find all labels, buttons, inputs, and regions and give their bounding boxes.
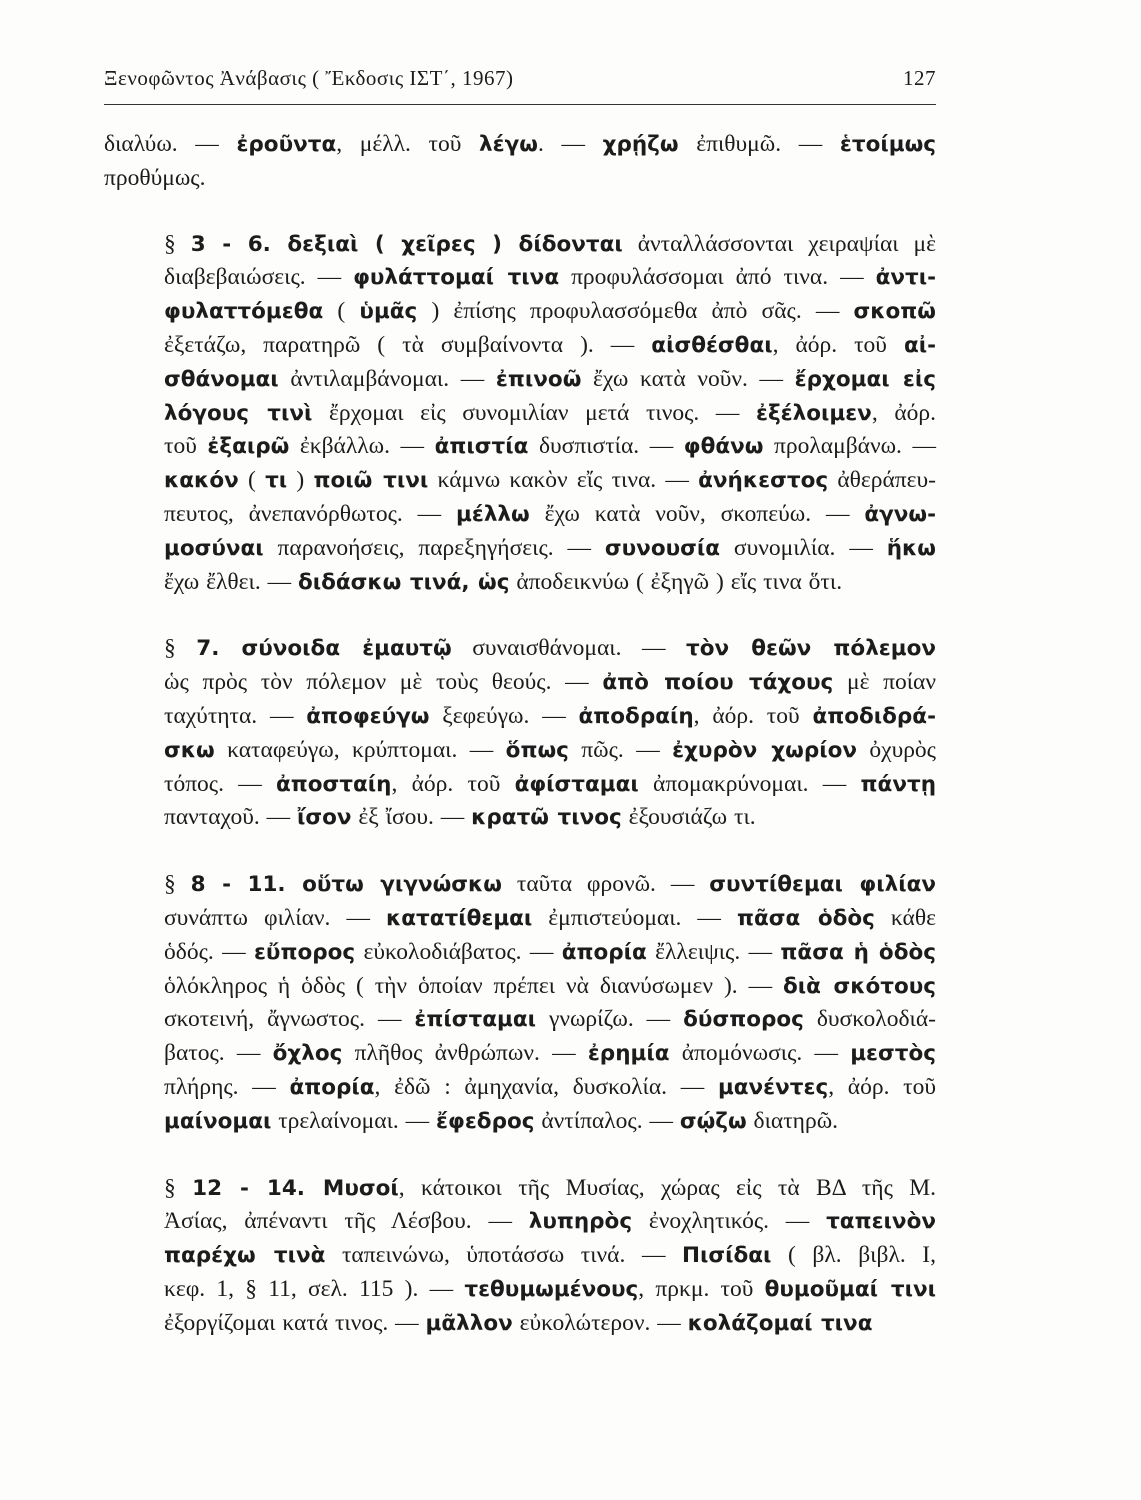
gloss-text: ἐμπιστεύομαι. —: [532, 904, 737, 931]
glossary-paragraph: [104, 868, 936, 1138]
gloss-text: §: [164, 635, 197, 662]
gloss-text: , ἐδῶ : ἀμηχανία, δυσκολία. —: [374, 1073, 718, 1100]
headword: φθάνω: [683, 434, 764, 460]
gloss-text: ταῦτα φρονῶ. —: [502, 871, 710, 898]
headword: ἐροῦντα: [236, 132, 337, 157]
headword: ὑμᾶς: [359, 299, 418, 325]
headword: ἐπίσταμαι: [414, 1007, 536, 1033]
headword: μᾶλλον: [425, 1310, 513, 1336]
headword: ἐξέλοιμεν: [756, 400, 872, 426]
gloss-text: δυσπιστία. —: [528, 433, 684, 460]
headword: λόγους τινὶ: [164, 400, 313, 426]
text-line: [104, 498, 936, 532]
gloss-text: διαβεβαιώσεις. —: [164, 264, 354, 291]
text-line: [104, 768, 936, 802]
headword: Πισίδαι: [682, 1243, 772, 1269]
glossary-paragraph: [104, 228, 936, 600]
headword: σκοπῶ: [853, 299, 936, 325]
gloss-text: ἀποδεικνύω ( ἐξηγῶ ) εἴς τινα ὅτι.: [509, 568, 843, 595]
headword: χρῄζω: [602, 132, 679, 157]
text-line: [104, 1003, 936, 1037]
headword: παρέχω τινὰ: [164, 1243, 326, 1269]
text-line: [104, 329, 936, 363]
headword: ἀφίσταμαι: [514, 771, 639, 797]
headword: συνουσία: [604, 535, 721, 561]
headword: αἰ-: [903, 332, 937, 358]
gloss-text: §: [164, 230, 191, 257]
text-line: [104, 632, 936, 666]
gloss-text: , ἀόρ. τοῦ: [391, 770, 515, 797]
headword: διδάσκω τινά, ὡς: [297, 569, 510, 595]
headword: ἀποδραίη: [578, 703, 694, 729]
headword: μεστὸς: [850, 1041, 936, 1067]
text-line: [104, 464, 936, 498]
headword: 7. σύνοιδα ἐμαυτῷ: [196, 636, 452, 662]
gloss-text: ( βλ. βιβλ. Ι,: [771, 1242, 936, 1269]
gloss-text: προλαμβάνω. —: [763, 433, 936, 460]
headword: λυπηρὸς: [528, 1209, 633, 1235]
gloss-text: συναισθάνομαι. —: [451, 635, 686, 662]
headword: ἀποδιδρά-: [812, 703, 936, 729]
gloss-text: κεφ. 1, § 11, σελ. 115 ). —: [164, 1275, 465, 1302]
glossary-paragraph: [104, 632, 936, 835]
text-line: [104, 700, 936, 734]
text-line: [104, 1205, 936, 1239]
headword: τὸν θεῶν πόλεμον: [685, 636, 936, 662]
text-line: [104, 666, 936, 700]
gloss-text: ἀνταλλάσσονται χειραψίαι μὲ: [622, 230, 936, 257]
gloss-text: , ἀόρ. τοῦ: [772, 331, 904, 358]
headword: συντίθεμαι φιλίαν: [709, 872, 937, 898]
text-line: [104, 295, 936, 329]
headword: αἰσθέσθαι: [651, 332, 773, 358]
gloss-text: ἐκβάλλω. —: [289, 433, 435, 460]
gloss-text: ) ἐπίσης προφυλασσόμεθα ἀπὸ σᾶς. —: [417, 298, 854, 325]
headword: ἀπορία: [289, 1074, 375, 1100]
gloss-text: πευτος, ἀνεπανόρθωτος. —: [164, 500, 457, 527]
running-header: [104, 66, 936, 91]
text-line: [104, 566, 936, 600]
gloss-text: , κάτοικοι τῆς Μυσίας, χώρας εἰς τὰ ΒΔ τῆς Μ.: [398, 1174, 936, 1201]
text-line: [104, 532, 936, 566]
gloss-text: ὀχυρὸς: [857, 736, 936, 763]
text-line: [104, 162, 936, 195]
gloss-text: τόπος. —: [164, 770, 276, 797]
gloss-text: πλῆθος ἀνθρώπων. —: [342, 1040, 588, 1067]
text-line: [104, 868, 936, 902]
headword: ἐπινοῶ: [495, 366, 582, 392]
glossary-paragraph: [104, 128, 936, 195]
header-rule: [104, 104, 936, 105]
headword: εὔπορος: [253, 939, 356, 965]
headword: πᾶσα ἡ ὁδὸς: [780, 939, 936, 965]
text-line: [104, 801, 936, 835]
text-line: [104, 261, 936, 295]
glossary-body: [104, 128, 936, 1341]
gloss-text: ταχύτητα. —: [164, 702, 307, 729]
gloss-text: ὁδός. —: [164, 938, 254, 965]
gloss-text: προφυλάσσομαι ἀπό τινα. —: [559, 264, 876, 291]
text-line: [104, 1037, 936, 1071]
text-line: [104, 970, 936, 1004]
gloss-text: εὐκολώτερον. —: [512, 1309, 688, 1336]
headword: ἑτοίμως: [839, 132, 937, 157]
gloss-text: ἀθεράπευ-: [828, 467, 937, 494]
gloss-text: ἔρχομαι εἰς συνομιλίαν μετά τινος. —: [312, 399, 756, 426]
headword: κακόν: [164, 468, 239, 494]
gloss-text: (: [238, 467, 266, 494]
gloss-text: §: [164, 1174, 193, 1201]
gloss-text: γνωρίζω. —: [535, 1006, 684, 1033]
headword: φυλάττομαί τινα: [353, 265, 560, 291]
text-line: [104, 1172, 936, 1206]
gloss-text: , ἀόρ. τοῦ: [693, 702, 813, 729]
text-line: [104, 902, 936, 936]
headword: ἐξαιρῶ: [207, 434, 290, 460]
gloss-text: , μέλλ. τοῦ: [336, 131, 480, 157]
headword: μαίνομαι: [164, 1108, 272, 1134]
gloss-text: ἀντιλαμβάνομαι. —: [278, 365, 496, 392]
headword: μανέντες: [717, 1074, 829, 1100]
headword: σθάνομαι: [164, 366, 279, 392]
text-line: [104, 128, 936, 162]
headword: 8 - 11. οὕτω γιγνώσκω: [190, 872, 502, 898]
page-number: 127: [903, 66, 936, 90]
gloss-text: ἐξοργίζομαι κατά τινος. —: [164, 1309, 426, 1336]
headword: κρατῶ τινος: [471, 805, 622, 831]
text-line: [104, 1071, 936, 1105]
gloss-text: μὲ ποίαν: [833, 669, 936, 696]
headword: ἀγνω-: [864, 501, 936, 527]
headword: σῴζω: [679, 1108, 747, 1134]
headword: ἔρχομαι εἰς: [794, 366, 936, 392]
headword: δύσπορος: [683, 1007, 804, 1033]
gloss-text: ): [287, 467, 314, 494]
gloss-text: ὡς πρὸς τὸν πόλεμον μὲ τοὺς θεούς. —: [164, 669, 603, 696]
gloss-text: ἐξ ἴσου. —: [351, 804, 472, 831]
gloss-text: ἀπομακρύνομαι. —: [638, 770, 861, 797]
gloss-text: καταφεύγω, κρύπτομαι. —: [214, 736, 506, 763]
headword: διὰ σκότους: [783, 973, 936, 999]
headword: ἐχυρὸν χωρίον: [672, 737, 857, 763]
gloss-text: πλήρης. —: [164, 1073, 290, 1100]
headword: ἀπὸ ποίου τάχους: [602, 670, 834, 696]
headword: τι: [265, 468, 288, 494]
gloss-text: συνάπτω φιλίαν. —: [164, 904, 386, 931]
gloss-text: κάθε: [874, 904, 936, 931]
gloss-text: , ἀόρ.: [871, 399, 936, 426]
headword: ἀποφεύγω: [306, 703, 430, 729]
headword: μέλλω: [456, 501, 530, 527]
headword: ὄχλος: [272, 1041, 343, 1067]
headword: ὅπως: [505, 737, 569, 763]
headword: φυλαττόμεθα: [164, 299, 324, 325]
gloss-text: ἔχω κατὰ νοῦν, σκοπεύω. —: [529, 500, 865, 527]
gloss-text: ἀντίπαλος. —: [534, 1107, 680, 1134]
headword: ἀνήκεστος: [698, 468, 829, 494]
gloss-text: παρανοήσεις, παρεξηγήσεις. —: [263, 534, 605, 561]
gloss-text: ταπεινώνω, ὑποτάσσω τινά. —: [325, 1242, 683, 1269]
text-line: [104, 363, 936, 397]
gloss-text: πανταχοῦ. —: [164, 804, 297, 831]
gloss-text: ἐπιθυμῶ. —: [678, 131, 840, 157]
gloss-text: ἔλλειψις. —: [646, 938, 781, 965]
headword: πᾶσα ὁδὸς: [736, 905, 875, 931]
gloss-text: διαλύω. —: [104, 131, 237, 157]
text-line: [104, 1239, 936, 1273]
headword: ἔφεδρος: [436, 1108, 535, 1134]
headword: ταπεινὸν: [826, 1209, 936, 1235]
gloss-text: τοῦ: [164, 433, 208, 460]
gloss-text: , πρκμ. τοῦ: [638, 1275, 765, 1302]
gloss-text: ἀπομόνωσις. —: [669, 1040, 851, 1067]
text-line: [104, 734, 936, 768]
headword: 3 - 6. δεξιαὶ ( χεῖρες ) δίδονται: [190, 231, 623, 257]
text-line: [104, 936, 936, 970]
gloss-text: δυσκολοδιά-: [803, 1006, 936, 1033]
headword: σκω: [164, 737, 215, 763]
text-line: [104, 1273, 936, 1307]
headword: κολάζομαί τινα: [687, 1310, 873, 1336]
gloss-text: ἔχω κατὰ νοῦν. —: [581, 365, 795, 392]
headword: τεθυμωμένους: [464, 1276, 639, 1302]
headword: λέγω: [479, 132, 538, 157]
gloss-text: πῶς. —: [568, 736, 673, 763]
gloss-text: ὁλόκληρος ἡ ὁδὸς ( τὴν ὁποίαν πρέπει νὰ διανύσωμεν ). —: [164, 972, 783, 999]
gloss-text: Ἀσίας, ἀπέναντι τῆς Λέσβου. —: [164, 1208, 529, 1235]
headword: ἴσον: [296, 805, 352, 831]
headword: πάντῃ: [860, 771, 936, 797]
gloss-text: , ἀόρ. τοῦ: [828, 1073, 936, 1100]
text-line: [104, 397, 936, 431]
gloss-text: τρελαίνομαι. —: [271, 1107, 437, 1134]
headword: 12 - 14. Μυσοί: [192, 1175, 399, 1201]
gloss-text: διατηρῶ.: [746, 1107, 839, 1134]
gloss-text: σκοτεινή, ἄγνωστος. —: [164, 1006, 415, 1033]
headword: ἀπορία: [561, 939, 647, 965]
headword: ποιῶ τινι: [313, 468, 429, 494]
gloss-text: ἐνοχλητικός. —: [632, 1208, 827, 1235]
headword: ἥκω: [886, 535, 936, 561]
headword: κατατίθεμαι: [385, 905, 533, 931]
gloss-text: εὐκολοδιάβατος. —: [355, 938, 562, 965]
gloss-text: ἐξετάζω, παρατηρῶ ( τὰ συμβαίνοντα ). —: [164, 331, 652, 358]
text-line: [104, 1105, 936, 1139]
headword: ἐρημία: [587, 1041, 670, 1067]
text-line: [104, 228, 936, 262]
text-line: [104, 430, 936, 464]
gloss-text: (: [323, 298, 360, 325]
gloss-text: ἔχω ἔλθει. —: [164, 568, 298, 595]
headword: ἀντι-: [875, 265, 936, 291]
headword: ἀποσταίη: [276, 771, 392, 797]
headword: μοσύναι: [164, 535, 264, 561]
gloss-text: βατος. —: [164, 1040, 273, 1067]
header-title: Ξενοφῶντος Ἀνάβασις ( Ἔκδοσις ΙΣΤ΄, 1967): [104, 66, 514, 90]
gloss-text: §: [164, 871, 191, 898]
gloss-text: . —: [537, 131, 603, 157]
gloss-text: ἐξουσιάζω τι.: [621, 804, 756, 831]
gloss-text: συνομιλία. —: [720, 534, 887, 561]
glossary-paragraph: [104, 1172, 936, 1341]
headword: ἀπιστία: [434, 434, 529, 460]
headword: θυμοῦμαί τινι: [764, 1276, 936, 1302]
gloss-text: κάμνω κακὸν εἴς τινα. —: [428, 467, 699, 494]
gloss-text: προθύμως.: [104, 164, 206, 191]
gloss-text: ξεφεύγω. —: [429, 702, 579, 729]
text-line: [104, 1307, 936, 1341]
